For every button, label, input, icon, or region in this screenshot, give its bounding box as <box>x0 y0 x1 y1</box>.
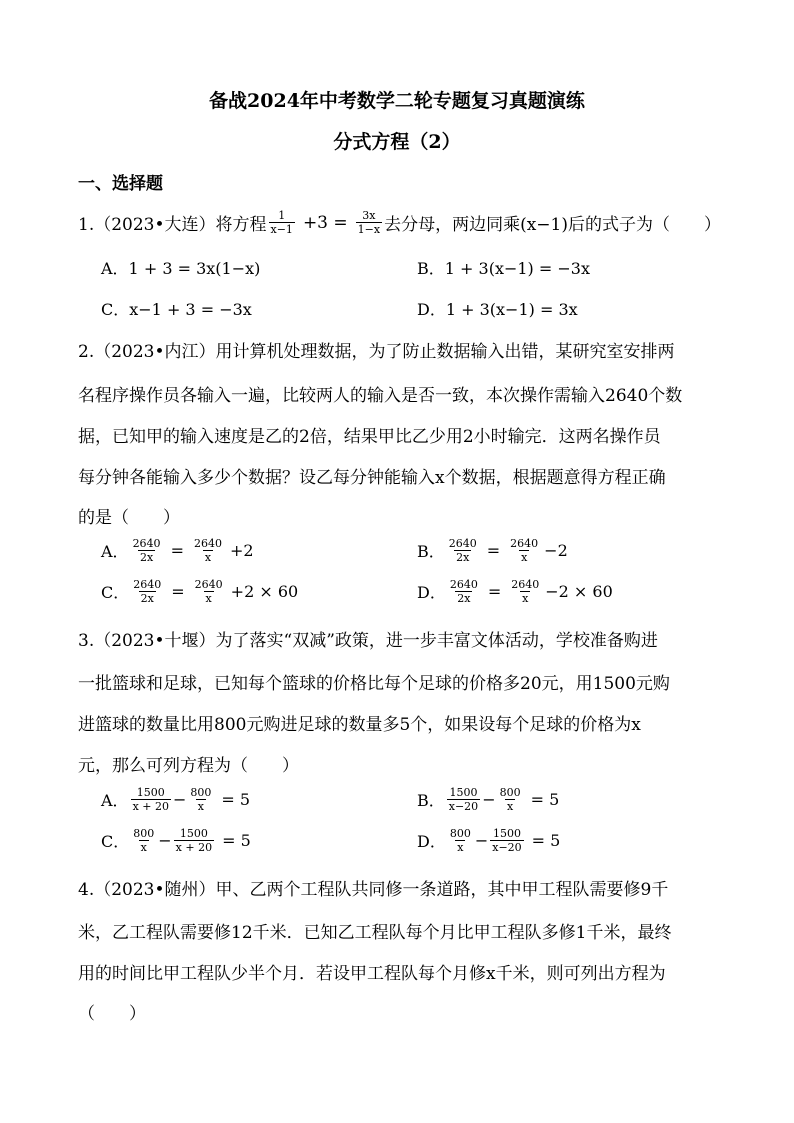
q3-c-label: C． <box>101 832 130 852</box>
q1-option-c: C．x−1 + 3 = −3x <box>101 300 252 319</box>
denominator: x <box>522 591 529 605</box>
equals-sign: = <box>486 541 501 561</box>
q2-line-4: 每分钟各能输入多少个数据？设乙每分钟能输入x个数据，根据题意得方程正确 <box>78 468 666 488</box>
q1-option-b: B．1 + 3(x−1) = −3x <box>417 259 590 278</box>
q2-option-c <box>101 579 298 604</box>
q2-option-a <box>101 538 254 563</box>
denominator: x <box>205 591 212 605</box>
q2-option-b <box>417 538 568 563</box>
minus-sign: − <box>158 831 172 851</box>
numerator: 1500 <box>179 827 208 840</box>
q2-d-label: D． <box>417 583 446 603</box>
page-subtitle: 分式方程（2） <box>333 131 461 153</box>
q2-b-frac-1 <box>447 538 479 563</box>
numerator: 2640 <box>511 578 540 591</box>
q2-d-frac-2 <box>509 579 541 604</box>
denominator: x <box>197 799 204 813</box>
numerator: 1500 <box>492 827 521 840</box>
denominator: x + 20 <box>132 799 169 813</box>
q3-option-c <box>101 828 251 853</box>
q2-d-frac-1 <box>448 579 480 604</box>
numerator: 2640 <box>194 578 223 591</box>
numerator: 2640 <box>132 537 161 550</box>
q4-line-3: 用的时间比甲工程队少半个月．若设甲工程队每个月修x千米，则可列出方程为 <box>78 964 666 984</box>
q2-line-2: 名程序操作员各输入一遍，比较两人的输入是否一致，本次操作需输入2640个数 <box>78 386 683 406</box>
q3-c-frac-1 <box>131 828 156 853</box>
q3-b-frac-2 <box>498 787 523 812</box>
q3-b-label: B． <box>417 791 445 811</box>
denominator: 2x <box>140 591 154 605</box>
q3-line-3: 进篮球的数量比用800元购进足球的数量多5个，如果设每个足球的价格为x <box>78 715 641 735</box>
numerator: 2640 <box>193 537 222 550</box>
q2-b-frac-2 <box>508 538 540 563</box>
numerator: 2640 <box>510 537 539 550</box>
q4-line-4: （ ） <box>78 1004 146 1024</box>
q2-c-frac-2 <box>193 579 225 604</box>
q2-c-label: C． <box>101 583 130 603</box>
minus-sign: − <box>482 790 496 810</box>
q3-a-tail: = 5 <box>221 790 251 810</box>
q2-b-tail: −2 <box>544 541 568 561</box>
equals-sign: = <box>170 541 184 561</box>
q1-option-d: D．1 + 3(x−1) = 3x <box>417 300 578 319</box>
q2-a-frac-1 <box>131 538 163 563</box>
denominator: x <box>204 550 212 564</box>
q2-a-label: A． <box>101 542 129 562</box>
q1-option-a: A．1 + 3 = 3x(1−x) <box>101 259 261 278</box>
q3-b-frac-1 <box>447 787 480 812</box>
equals-sign: = <box>487 582 502 602</box>
numerator: 2640 <box>448 537 477 550</box>
q3-c-tail: = 5 <box>222 831 251 851</box>
numerator: 1500 <box>136 786 165 799</box>
equals-sign: = <box>171 582 185 602</box>
q2-option-d <box>417 579 613 604</box>
q1-text-mid: +3 = <box>302 212 348 233</box>
q1-text-post: 去分母，两边同乘(x−1)后的式子为（ ） <box>384 215 721 236</box>
q3-option-d <box>417 828 560 853</box>
q2-a-frac-2 <box>192 538 224 563</box>
q1-fraction-1 <box>269 210 295 235</box>
q3-a-label: A． <box>101 791 129 811</box>
q1-fraction-2 <box>356 210 382 235</box>
denominator: 2x <box>456 550 470 564</box>
q3-d-frac-1 <box>448 828 473 853</box>
q2-b-label: B． <box>417 542 445 562</box>
q2-line-1: 2.（2023•内江）用计算机处理数据，为了防止数据输入出错，某研究室安排两 <box>78 342 675 362</box>
q1-text-pre: 1.（2023•大连）将方程 <box>78 215 267 236</box>
q3-b-tail: = 5 <box>530 790 560 810</box>
numerator: 800 <box>190 786 212 799</box>
q3-option-b <box>417 787 559 812</box>
q3-line-2: 一批篮球和足球，已知每个篮球的价格比每个足球的价格多20元，用1500元购 <box>78 674 670 694</box>
denominator: x <box>457 840 464 854</box>
q4-line-2: 米，乙工程队需要修12千米．已知乙工程队每个月比甲工程队多修1千米，最终 <box>78 923 672 943</box>
page-title: 备战2024年中考数学二轮专题复习真题演练 <box>209 90 585 112</box>
denominator: x <box>521 550 528 564</box>
denominator: x−20 <box>448 799 479 813</box>
numerator: 2640 <box>133 578 162 591</box>
question-1-stem <box>78 210 721 235</box>
minus-sign: − <box>172 790 187 810</box>
q1-f2-numerator: 3x <box>362 209 376 222</box>
numerator: 800 <box>133 827 155 840</box>
section-heading: 一、选择题 <box>78 174 163 194</box>
denominator: x−20 <box>492 840 522 854</box>
q3-line-4: 元，那么可列方程为（ ） <box>78 756 299 776</box>
numerator: 1500 <box>449 786 478 799</box>
denominator: 2x <box>457 591 471 605</box>
q3-a-frac-2 <box>188 787 213 812</box>
numerator: 800 <box>449 827 471 840</box>
q1-f1-numerator: 1 <box>278 209 286 222</box>
q1-f1-denominator: x−1 <box>270 222 293 236</box>
q2-a-tail: +2 <box>229 541 254 561</box>
q3-d-tail: = 5 <box>531 831 561 851</box>
minus-sign: − <box>474 831 489 851</box>
q2-c-frac-1 <box>131 579 163 604</box>
q2-d-tail: −2 × 60 <box>545 582 613 602</box>
denominator: x <box>506 799 514 813</box>
q4-line-1: 4.（2023•随州）甲、乙两个工程队共同修一条道路，其中甲工程队需要修9千 <box>78 880 669 900</box>
q2-c-tail: +2 × 60 <box>230 582 299 602</box>
q3-d-frac-2 <box>490 828 523 853</box>
q2-line-3: 据，已知甲的输入速度是乙的2倍，结果甲比乙少用2小时输完．这两名操作员 <box>78 427 661 447</box>
numerator: 800 <box>499 786 521 799</box>
q3-d-label: D． <box>417 832 446 852</box>
denominator: x <box>140 840 147 854</box>
q3-line-1: 3.（2023•十堰）为了落实“双减”政策，进一步丰富文体活动，学校准备购进 <box>78 631 658 651</box>
q3-c-frac-2 <box>174 828 214 853</box>
denominator: 2x <box>139 550 154 564</box>
q3-a-frac-1 <box>131 787 171 812</box>
q3-option-a <box>101 787 250 812</box>
q2-line-5: 的是（ ） <box>78 508 180 528</box>
denominator: x + 20 <box>175 840 213 854</box>
q1-f2-denominator: 1−x <box>357 222 381 236</box>
numerator: 2640 <box>449 578 478 591</box>
